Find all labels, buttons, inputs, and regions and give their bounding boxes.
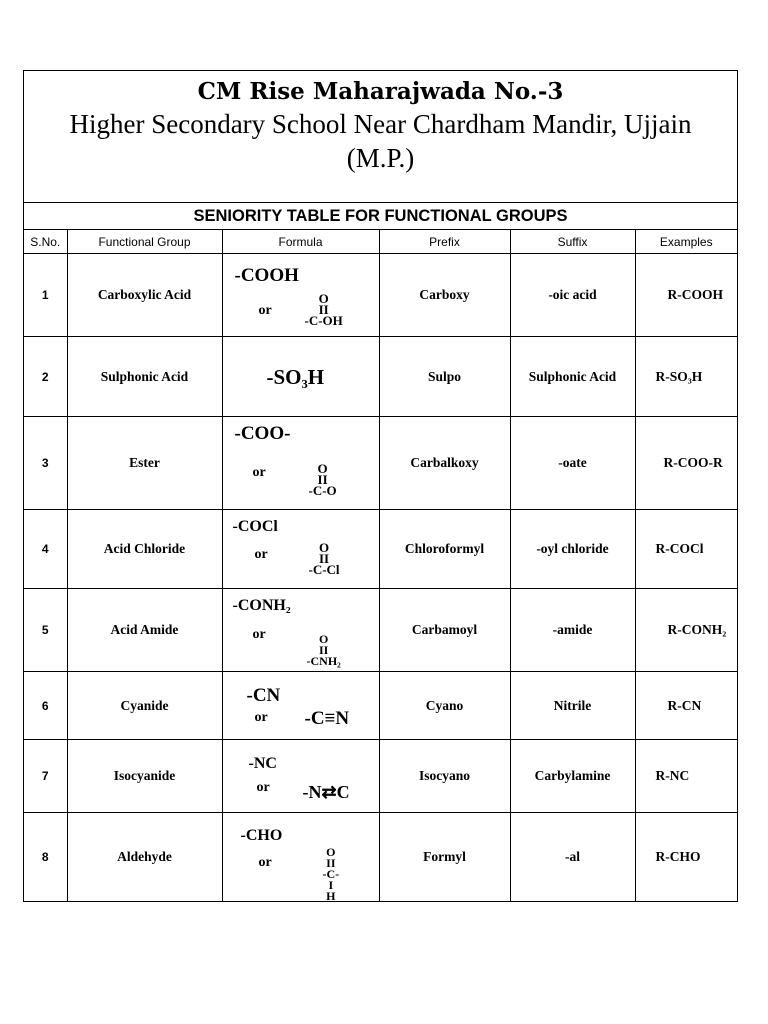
cell-formula [222, 254, 379, 337]
header-functional-group: Functional Group [67, 230, 222, 254]
cell-suffix: Carbylamine [510, 740, 635, 813]
school-address: Higher Secondary School Near Chardham Mandir, Ujjain [69, 109, 692, 139]
formula-structure [323, 847, 340, 902]
cell-example [635, 510, 737, 589]
cell-sno: 2 [24, 337, 67, 417]
cell-suffix: -oate [510, 417, 635, 510]
cell-formula [222, 510, 379, 589]
formula-main: -NC [248, 755, 277, 772]
school-name: CM Rise Maharajwada No.-3 [197, 78, 564, 105]
cell-suffix: -oic acid [510, 254, 635, 337]
example-text: R-COOH [667, 287, 723, 302]
formula-main: -SO₃H [266, 365, 325, 389]
cell-suffix: Nitrile [510, 672, 635, 740]
table-row [24, 337, 737, 417]
example-text: R-CN [667, 697, 702, 713]
structure-group: -CNH₂ [306, 654, 341, 668]
formula-main: -CONH₂ [232, 597, 291, 614]
cell-suffix: -al [510, 813, 635, 901]
formula-or: or [252, 627, 266, 642]
formula-main: -CN [246, 685, 281, 706]
cell-sno: 5 [24, 589, 67, 672]
cell-prefix: Sulpo [379, 337, 510, 417]
formula-main: -COCl [232, 518, 278, 535]
cell-example [635, 740, 737, 813]
formula-structure [305, 293, 343, 326]
cell-functional-group: Cyanide [67, 672, 222, 740]
cell-sno: 1 [24, 254, 67, 337]
cell-example [635, 672, 737, 740]
table-row [24, 813, 737, 901]
structure-hydrogen: H [326, 889, 336, 903]
cell-formula [222, 672, 379, 740]
cell-example [635, 589, 737, 672]
table-row [24, 417, 737, 510]
cell-sno: 3 [24, 417, 67, 510]
cell-functional-group: Acid Amide [67, 589, 222, 672]
structure-oxygen: O [318, 540, 330, 555]
cell-functional-group: Isocyanide [67, 740, 222, 813]
formula-main: -COO- [234, 423, 291, 444]
formula-or: or [254, 710, 268, 725]
cell-formula [222, 337, 379, 417]
formula-structure [307, 634, 341, 667]
cell-formula [222, 589, 379, 672]
school-header [24, 71, 737, 203]
cell-example [635, 254, 737, 337]
example-text: R-CONH₂ [667, 622, 727, 637]
cell-prefix: Formyl [379, 813, 510, 901]
example-text: R-COCl [655, 541, 704, 556]
formula-main: -CHO [240, 827, 283, 844]
structure-double-bond: II [318, 551, 330, 566]
table-row [24, 589, 737, 672]
example-text: R-CHO [655, 848, 701, 864]
formula-structure [309, 542, 340, 575]
cell-functional-group: Ester [67, 417, 222, 510]
formula-alt-structure: -C≡N [304, 708, 350, 729]
header-examples: Examples [635, 230, 737, 254]
cell-sno: 4 [24, 510, 67, 589]
cell-suffix: -oyl chloride [510, 510, 635, 589]
structure-oxygen: O [318, 632, 329, 646]
cell-functional-group: Acid Chloride [67, 510, 222, 589]
table-row [24, 672, 737, 740]
cell-prefix: Chloroformyl [379, 510, 510, 589]
structure-single-bond: I [328, 878, 334, 892]
cell-sno: 6 [24, 672, 67, 740]
formula-or: or [254, 547, 268, 562]
cell-example [635, 417, 737, 510]
structure-double-bond: II [318, 302, 329, 317]
table-row [24, 510, 737, 589]
cell-functional-group: Sulphonic Acid [67, 337, 222, 417]
table-title: SENIORITY TABLE FOR FUNCTIONAL GROUPS [24, 203, 737, 230]
cell-suffix: Sulphonic Acid [510, 337, 635, 417]
header-formula: Formula [222, 230, 379, 254]
school-state: (M.P.) [346, 143, 415, 173]
cell-prefix: Carbamoyl [379, 589, 510, 672]
cell-functional-group: Carboxylic Acid [67, 254, 222, 337]
structure-double-bond: II [326, 856, 336, 870]
cell-formula [222, 740, 379, 813]
table-row [24, 254, 737, 337]
formula-alt-structure: -N⇄C [302, 782, 350, 802]
cell-example [635, 337, 737, 417]
structure-group: -C-O [308, 483, 337, 498]
table-row [24, 740, 737, 813]
cell-example [635, 813, 737, 901]
structure-oxygen: O [317, 461, 328, 476]
cell-sno: 8 [24, 813, 67, 901]
structure-group: -C-OH [304, 313, 343, 328]
formula-structure [309, 463, 337, 496]
structure-oxygen: O [318, 291, 329, 306]
formula-or: or [258, 855, 272, 870]
cell-suffix: -amide [510, 589, 635, 672]
structure-group: -C- [322, 867, 340, 881]
cell-sno: 7 [24, 740, 67, 813]
structure-double-bond: II [317, 472, 328, 487]
structure-oxygen: O [326, 845, 336, 859]
formula-or: or [252, 465, 266, 480]
cell-formula [222, 813, 379, 901]
example-text: R-COO-R [663, 455, 723, 470]
cell-prefix: Carbalkoxy [379, 417, 510, 510]
formula-main: -COOH [234, 265, 299, 286]
table-header-row [24, 230, 737, 254]
cell-prefix: Cyano [379, 672, 510, 740]
example-text: R-SO₃H [655, 368, 703, 384]
formula-or: or [256, 780, 270, 795]
structure-double-bond: II [318, 643, 329, 657]
cell-prefix: Isocyano [379, 740, 510, 813]
example-text: R-NC [655, 768, 690, 783]
structure-group: -C-Cl [308, 562, 340, 577]
header-prefix: Prefix [379, 230, 510, 254]
header-sno: S.No. [24, 230, 67, 254]
cell-formula [222, 417, 379, 510]
seniority-table-sheet [23, 70, 738, 902]
cell-functional-group: Aldehyde [67, 813, 222, 901]
cell-prefix: Carboxy [379, 254, 510, 337]
formula-or: or [258, 303, 272, 318]
header-suffix: Suffix [510, 230, 635, 254]
functional-groups-table [24, 230, 737, 901]
